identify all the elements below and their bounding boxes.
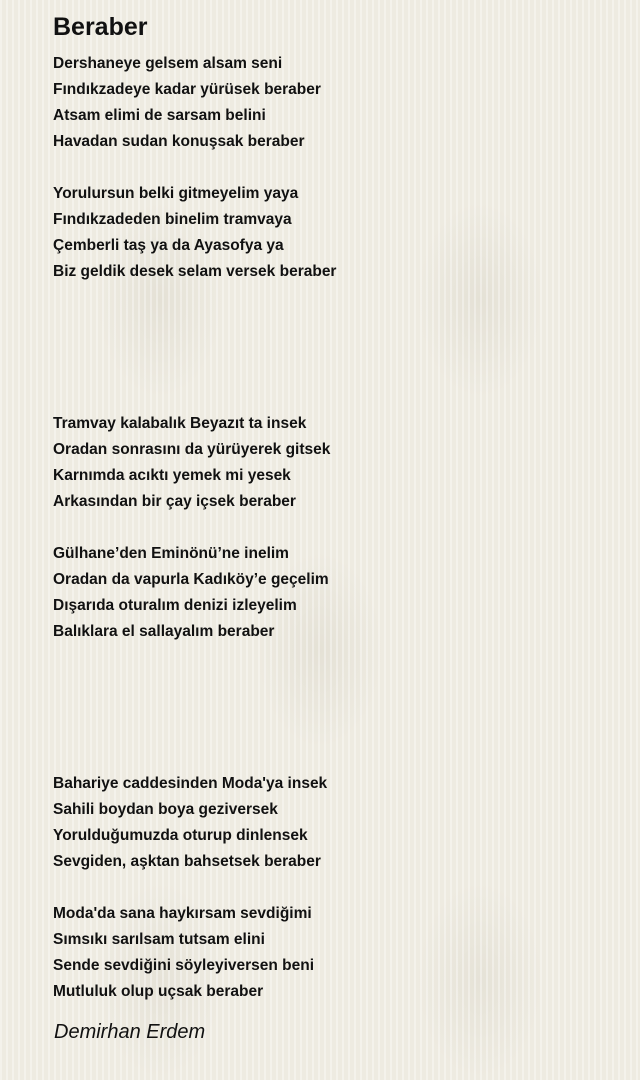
poem-line: Dışarıda oturalım denizi izleyelim — [53, 597, 297, 614]
poem-line: Bahariye caddesinden Moda'ya insek — [53, 775, 328, 792]
poem-author: Demirhan Erdem — [54, 1021, 206, 1043]
poem-line: Sahili boydan boya geziversek — [53, 801, 278, 818]
poem-line: Sende sevdiğini söyleyiversen beni — [53, 957, 315, 974]
poem-line: Havadan sudan konuşsak beraber — [53, 133, 305, 150]
poem-line: Fındıkzadeye kadar yürüsek beraber — [53, 81, 321, 98]
poem-line: Biz geldik desek selam versek beraber — [53, 263, 337, 280]
poem-line: Karnımda acıktı yemek mi yesek — [53, 467, 291, 484]
poem-line: Oradan da vapurla Kadıköy’e geçelim — [53, 571, 329, 588]
poem-line: Fındıkzadeden binelim tramvaya — [53, 211, 292, 228]
poem-line: Atsam elimi de sarsam belini — [53, 107, 266, 124]
poem-line: Tramvay kalabalık Beyazıt ta insek — [53, 415, 307, 432]
poem-line: Sımsıkı sarılsam tutsam elini — [53, 931, 265, 948]
poem-line: Sevgiden, aşktan bahsetsek beraber — [53, 853, 321, 870]
poem-title: Beraber — [53, 13, 148, 41]
poem-line: Arkasından bir çay içsek beraber — [53, 493, 296, 510]
poem-line: Çemberli taş ya da Ayasofya ya — [53, 237, 284, 254]
poem-line: Yorulduğumuzda oturup dinlensek — [53, 827, 308, 844]
poem-line: Dershaneye gelsem alsam seni — [53, 55, 283, 72]
poem-line: Oradan sonrasını da yürüyerek gitsek — [53, 441, 331, 458]
poem-line: Moda'da sana haykırsam sevdiğimi — [53, 905, 312, 922]
poem-line: Balıklara el sallayalım beraber — [53, 623, 275, 640]
poem-line: Mutluluk olup uçsak beraber — [53, 983, 264, 1000]
poem-line: Yorulursun belki gitmeyelim yaya — [53, 185, 299, 202]
poem-line: Gülhane’den Eminönü’ne inelim — [53, 545, 289, 562]
